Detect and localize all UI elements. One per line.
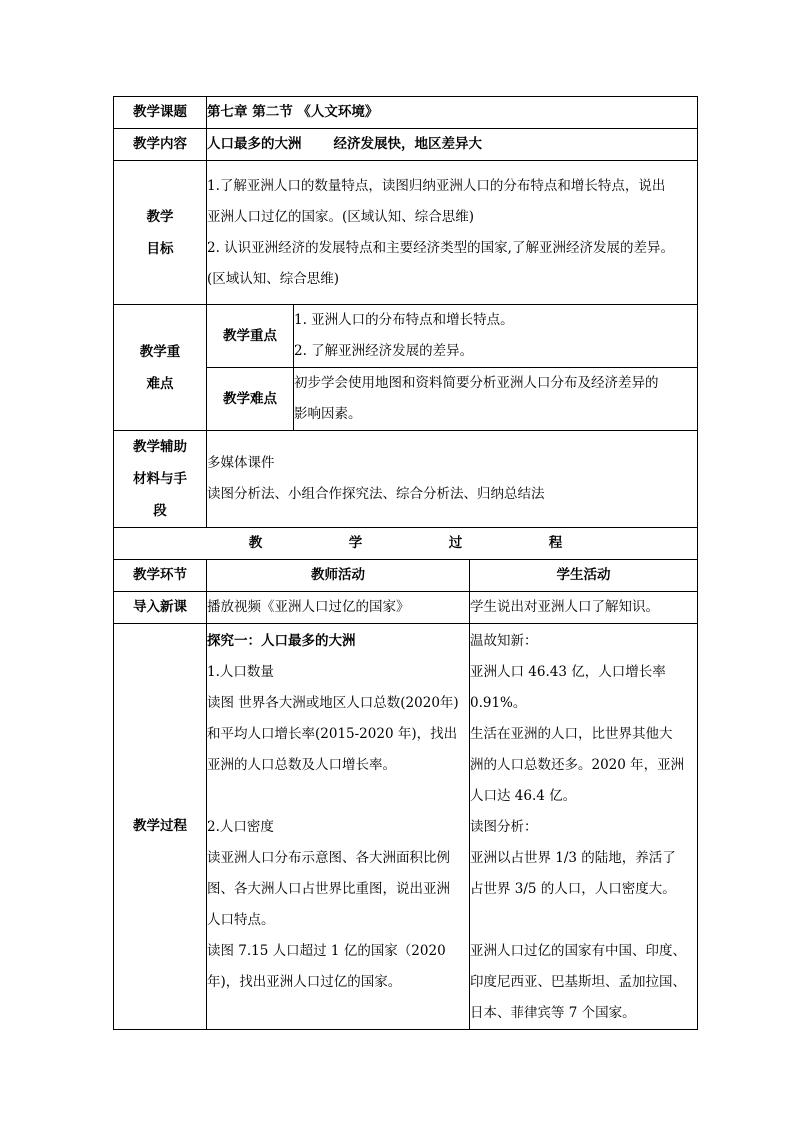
keydiff-label-line-1: 教学重 (139, 343, 181, 360)
teacher-line: 和平均人口增长率(2015-2020 年)，找出 (207, 726, 458, 742)
content-row (114, 129, 698, 161)
key-point: 1. 亚洲人口的分布特点和增长特点。 (294, 312, 514, 328)
aids-label (114, 431, 207, 528)
goals-label-line-2: 目标 (146, 240, 174, 257)
goals-label-line-1: 教学 (146, 208, 174, 225)
goals-label (114, 161, 207, 305)
teacher-line: 读图 7.15 人口超过 1 亿的国家（2020 (207, 943, 446, 959)
teacher-gap (207, 781, 469, 812)
keydiff-label (114, 305, 207, 431)
teacher-line: 探究一：人口最多的大洲 (207, 633, 356, 649)
key-point: 2. 了解亚洲经济发展的差异。 (294, 343, 474, 359)
topic-value: 第七章 第二节 《人文环境》 (207, 97, 698, 129)
aids-label-line: 教学辅助 (133, 439, 187, 455)
goal-line: (区域认知、综合思维) (207, 270, 340, 287)
content-value (207, 129, 698, 161)
process-title-row (114, 528, 698, 560)
teacher-line: 年)，找出亚洲人口过亿的国家。 (207, 974, 402, 990)
aids-line: 读图分析法、小组合作探究法、综合分析法、归纳总结法 (207, 486, 545, 502)
goal-line: 2. 认识亚洲经济的发展特点和主要经济类型的国家,了解亚洲经济发展的差异。 (207, 239, 674, 256)
column-header-row (114, 560, 698, 592)
diff-label: 教学难点 (207, 368, 294, 431)
student-gap (470, 905, 697, 936)
student-line: 生活在亚洲的人口，比世界其他大 (470, 726, 673, 742)
keydiff-label-line-2: 难点 (146, 375, 174, 392)
goal-line: 亚洲人口过亿的国家。(区域认知、综合思维) (207, 208, 475, 225)
aids-label-line: 材料与手 (133, 471, 187, 487)
student-line: 0.91%。 (470, 695, 527, 711)
col-stage: 教学环节 (114, 560, 207, 592)
aids-line: 多媒体课件 (207, 455, 275, 471)
teacher-line: 图、各大洲人口占世界比重图，说出亚洲 (207, 881, 450, 897)
student-line: 人口达 46.4 亿。 (470, 788, 577, 804)
student-line: 亚洲以占世界 1/3 的陆地，养活了 (470, 850, 676, 866)
aids-label-line: 段 (153, 503, 167, 519)
student-activity (470, 624, 698, 1030)
process-title-char: 学 (348, 535, 363, 551)
student-line: 温故知新： (470, 633, 538, 649)
teacher-activity (207, 624, 470, 1030)
lesson-plan-table (113, 96, 698, 1030)
teacher-line: 1.人口数量 (207, 664, 274, 680)
content-part-b: 经济发展快，地区差异大 (333, 136, 482, 152)
aids-value (207, 431, 698, 528)
content-label: 教学内容 (114, 129, 207, 161)
goals-row (114, 161, 698, 305)
student-line: 洲的人口总数还多。2020 年，亚洲 (470, 757, 685, 773)
student-line: 印度尼西亚、巴基斯坦、孟加拉国、 (470, 974, 686, 990)
student-line: 日本、菲律宾等 7 个国家。 (470, 1005, 636, 1021)
diff-line: 初步学会使用地图和资料简要分析亚洲人口分布及经济差异的 (294, 375, 659, 391)
aids-row (114, 431, 698, 528)
process-title-char: 过 (448, 535, 463, 551)
intro-teacher: 播放视频《亚洲人口过亿的国家》 (207, 592, 470, 624)
key-value (294, 305, 698, 368)
teacher-line: 人口特点。 (207, 912, 275, 928)
content-part-a: 人口最多的大洲 (207, 136, 302, 152)
intro-student: 学生说出对亚洲人口了解知识。 (470, 592, 698, 624)
process-row (114, 624, 698, 1030)
teacher-line: 2.人口密度 (207, 819, 274, 835)
teacher-line: 读亚洲人口分布示意图、各大洲面积比例 (207, 850, 450, 866)
intro-row (114, 592, 698, 624)
teacher-line: 亚洲的人口总数及人口增长率。 (207, 757, 396, 773)
student-line: 亚洲人口 46.43 亿，人口增长率 (470, 664, 666, 680)
goal-line: 1.了解亚洲人口的数量特点，读图归纳亚洲人口的分布特点和增长特点，说出 (207, 177, 666, 194)
process-label: 教学过程 (114, 624, 207, 1030)
intro-label: 导入新课 (114, 592, 207, 624)
process-title (114, 528, 698, 560)
col-student: 学生活动 (470, 560, 698, 592)
teacher-line: 读图 世界各大洲或地区人口总数(2020年) (207, 695, 459, 711)
goals-value (207, 161, 698, 305)
diff-value (294, 368, 698, 431)
student-line: 占世界 3/5 的人口，人口密度大。 (470, 881, 676, 897)
key-row (114, 305, 698, 368)
topic-row (114, 97, 698, 129)
process-title-char: 程 (548, 535, 563, 551)
student-line: 读图分析： (470, 819, 538, 835)
process-title-char: 教 (248, 535, 263, 551)
topic-label: 教学课题 (114, 97, 207, 129)
key-label: 教学重点 (207, 305, 294, 368)
col-teacher: 教师活动 (207, 560, 470, 592)
student-line: 亚洲人口过亿的国家有中国、印度、 (470, 943, 686, 959)
diff-line: 影响因素。 (294, 406, 362, 422)
